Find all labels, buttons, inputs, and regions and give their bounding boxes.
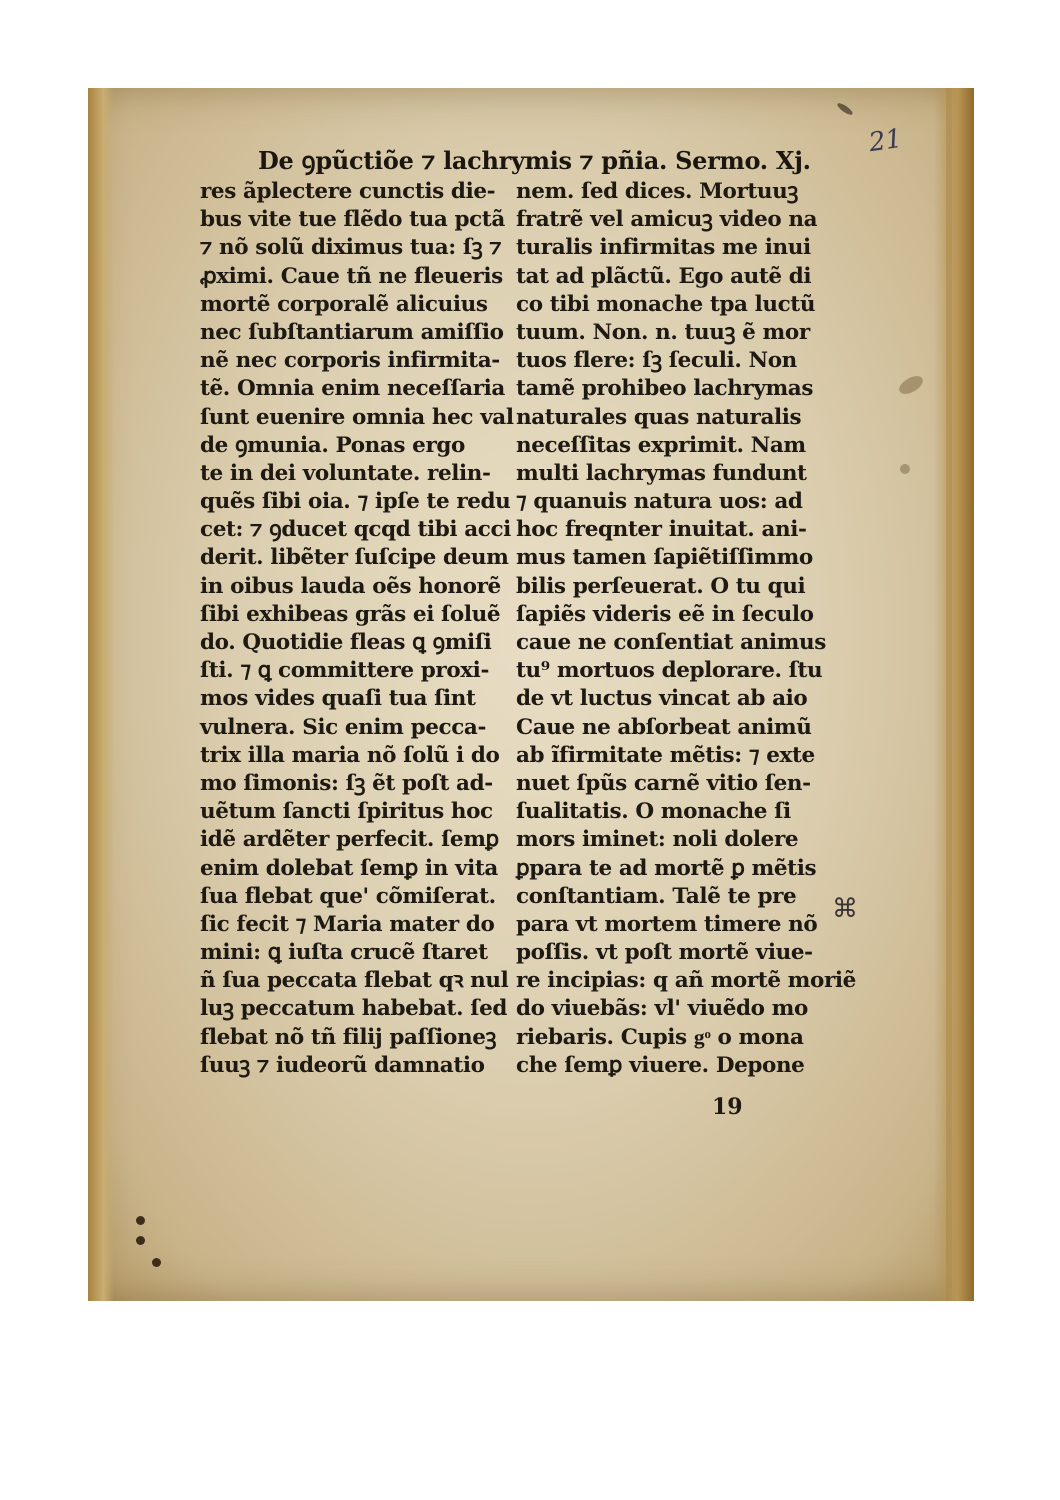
text-line: bus vite tue flẽdo tua pctã	[200, 207, 505, 233]
text-line: ſibi exhibeas grãs ei ſoluẽ	[200, 601, 501, 627]
text-line: poſſis. vt poſt mortẽ viue-	[516, 940, 813, 966]
running-head: De ꝯpũctiõe ⁊ lachrymis ⁊ pñia. Sermo. Xj.	[258, 146, 811, 175]
text-line: cet: ⁊ ꝯducet qcqd tibi acci	[200, 517, 511, 543]
text-line: che ſemꝑ viuere. Depone	[516, 1052, 805, 1078]
text-line: co tibi monache tpa luctũ	[516, 291, 816, 317]
text-line: vulnera. Sic enim pecca-	[200, 714, 486, 740]
text-line: tuos flere: ſꝫ ſeculi. Non	[516, 348, 797, 374]
text-line: ñ ſua peccata flebat qꝛ nul	[200, 968, 509, 994]
text-line: trix illa maria nõ ſolũ i do	[200, 742, 500, 768]
text-line: mini: ꝗ iuſta crucẽ ſtaret	[200, 940, 488, 966]
text-line: in oibus lauda oẽs honorẽ	[200, 573, 501, 599]
text-line: ⁊ nõ solũ diximus tua: ſꝫ ⁊	[200, 235, 502, 261]
text-line: neceſſitas exprimit. Nam	[516, 432, 806, 458]
text-line: mors iminet: noli dolere	[516, 827, 799, 853]
text-line: mos vides quaſi tua ſint	[200, 686, 476, 712]
text-line: caue ne conſentiat animus	[516, 630, 826, 655]
text-line: enim dolebat ſemꝑ in vita	[200, 855, 498, 881]
text-line: Caue ne abſorbeat animũ	[516, 714, 812, 740]
text-line: ꝑpara te ad mortẽ ꝑ mẽtis	[516, 855, 817, 881]
text-line: tat ad plãctũ. Ego autẽ di	[516, 263, 812, 289]
text-line: multi lachrymas fundunt	[516, 460, 807, 486]
text-line: fratrẽ vel amicuꝫ video na	[516, 207, 818, 233]
text-line: do. Quotidie fleas ꝗ ꝯmiſi	[200, 630, 492, 655]
text-line: flebat nõ tñ filij paſſioneꝫ	[200, 1024, 497, 1050]
text-line: res ãplectere cunctis die-	[200, 179, 496, 204]
text-line: mortẽ corporalẽ alicuius	[200, 291, 488, 317]
text-line: ſic fecit ⁊ Maria mater do	[200, 911, 495, 937]
text-line: mo ſimonis: ſꝫ ẽt poſt ad-	[200, 770, 493, 796]
stain-mark	[900, 464, 910, 474]
text-line: tẽ. Omnia enim neceſſaria	[200, 376, 505, 402]
text-line: luꝫ peccatum habebat. ſed	[200, 996, 507, 1022]
folio-number: 21	[866, 123, 904, 159]
stain-mark	[896, 372, 926, 397]
margin-annotation-icon: ⌘	[832, 894, 858, 924]
text-line: ⁊ quanuis natura uos: ad	[516, 489, 803, 515]
text-line: quẽs ſibi oia. ⁊ ipſe te redu	[200, 489, 511, 515]
text-line: ſua flebat que' cõmiſerat.	[200, 883, 496, 909]
text-line: te in dei voluntate. relin-	[200, 460, 491, 486]
text-line: ſunt euenire omnia hec val	[200, 404, 514, 430]
text-line: do viuebãs: vl' viuẽdo mo	[516, 996, 808, 1022]
text-line: de ꝯmunia. Ponas ergo	[200, 432, 465, 458]
text-column-right	[516, 178, 856, 1080]
text-line: ab ĩfirmitate mẽtis: ⁊ exte	[516, 742, 815, 768]
text-line: mus tamen ſapiẽtiſſimmo	[516, 545, 813, 571]
text-line: ſuuꝫ ⁊ iudeorũ damnatio	[200, 1052, 485, 1078]
page-scan	[88, 88, 974, 1301]
text-line: ꝓximi. Caue tñ ne fleueris	[200, 263, 503, 289]
text-line: hoc freqnter inuitat. ani-	[516, 517, 807, 543]
wormhole-mark	[152, 1258, 161, 1267]
signature-mark: 19	[712, 1094, 743, 1120]
text-line: tu⁹ mortuos deplorare. ſtu	[516, 658, 823, 684]
text-line: ſapiẽs videris eẽ in ſeculo	[516, 601, 814, 627]
stain-mark	[836, 101, 854, 116]
text-line: riebaris. Cupis gͦ o mona	[516, 1024, 804, 1050]
text-line: bilis perſeuerat. O tu qui	[516, 573, 806, 599]
text-line: nem. ſed dices. Mortuuꝫ	[516, 179, 798, 204]
text-line: tamẽ prohibeo lachrymas	[516, 376, 814, 402]
text-line: tuum. Non. n. tuuꝫ ẽ mor	[516, 319, 810, 345]
text-line: ſualitatis. O monache ſi	[516, 799, 791, 825]
text-line: re incipias: q añ mortẽ moriẽ	[516, 968, 856, 994]
wormhole-mark	[136, 1236, 145, 1245]
text-line: de vt luctus vincat ab aio	[516, 686, 808, 712]
text-line: idẽ ardẽter perfecit. ſemꝑ	[200, 827, 499, 853]
text-line: uẽtum ſancti ſpiritus hoc	[200, 799, 493, 825]
page-edge	[946, 88, 952, 1301]
text-column-left	[200, 178, 520, 1080]
wormhole-mark	[136, 1216, 145, 1225]
text-line: nuet ſpũs carnẽ vitio ſen-	[516, 770, 811, 796]
text-line: conſtantiam. Talẽ te pre	[516, 883, 797, 909]
text-line: derit. libẽter ſuſcipe deum	[200, 545, 509, 571]
text-line: nec ſubſtantiarum amiſſio	[200, 319, 504, 345]
text-line: naturales quas naturalis	[516, 404, 802, 430]
text-line: turalis infirmitas me inui	[516, 235, 811, 261]
text-line: para vt mortem timere nõ	[516, 911, 818, 937]
text-line: ſti. ⁊ ꝗ committere proxi-	[200, 658, 489, 684]
text-line: nẽ nec corporis infirmita-	[200, 348, 500, 374]
